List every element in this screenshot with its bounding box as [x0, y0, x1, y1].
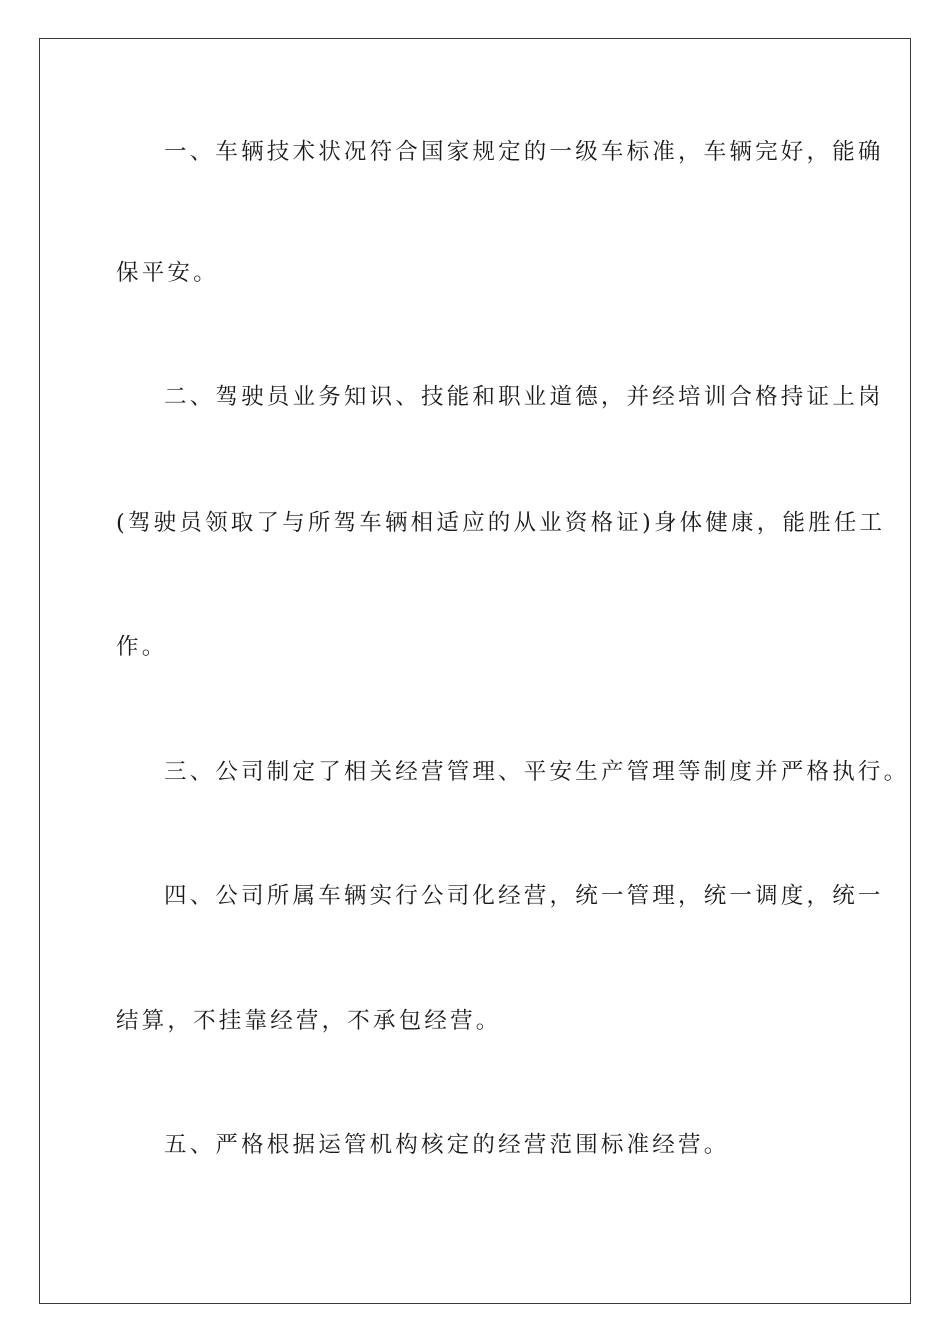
paragraph-4-line-1: 四、公司所属车辆实行公司化经营，统一管理，统一调度，统一: [164, 883, 884, 909]
paragraph-1-line-2: 保平安。: [116, 260, 219, 286]
paragraph-2-line-2: (驾驶员领取了与所驾车辆相适应的从业资格证)身体健康，能胜任工: [116, 510, 886, 536]
paragraph-2-line-3: 作。: [116, 634, 168, 660]
paragraph-4-line-2: 结算，不挂靠经营，不承包经营。: [116, 1008, 502, 1034]
paragraph-2-line-1: 二、驾驶员业务知识、技能和职业道德，并经培训合格持证上岗: [164, 384, 884, 410]
paragraph-5-line-1: 五、严格根据运管机构核定的经营范围标准经营。: [164, 1132, 730, 1158]
paragraph-1-line-1: 一、车辆技术状况符合国家规定的一级车标准，车辆完好，能确: [164, 139, 884, 165]
paragraph-3-line-1: 三、公司制定了相关经营管理、平安生产管理等制度并严格执行。: [164, 759, 910, 785]
page-border: [39, 38, 911, 1304]
